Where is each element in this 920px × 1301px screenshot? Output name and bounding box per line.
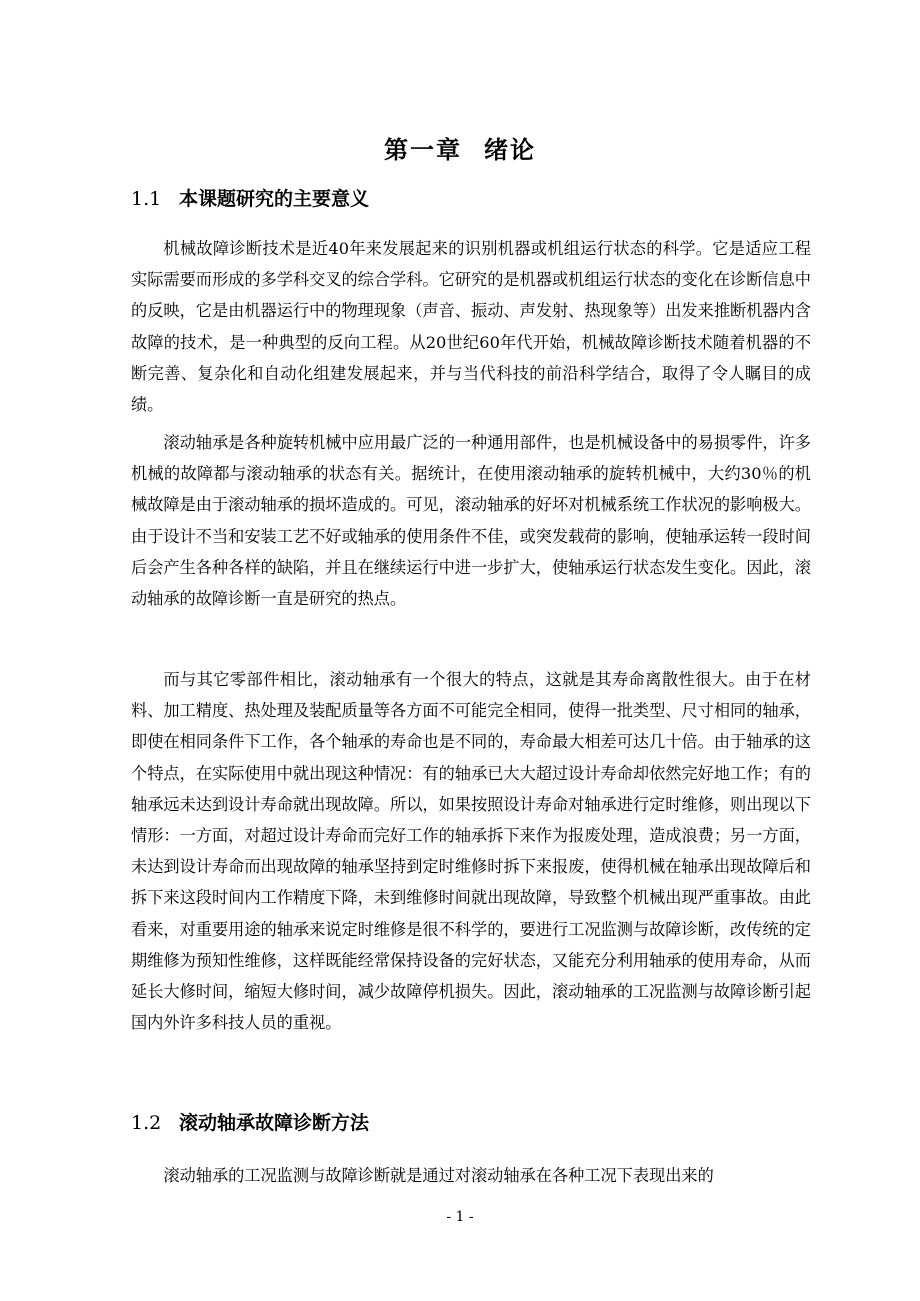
section-number: 1.2 bbox=[131, 1112, 162, 1134]
section-title: 本课题研究的主要意义 bbox=[179, 188, 370, 210]
chapter-number: 第一章 bbox=[384, 136, 462, 164]
section-number: 1.1 bbox=[131, 188, 162, 210]
section-heading-1-2 bbox=[131, 1108, 369, 1138]
chapter-name: 绪论 bbox=[484, 136, 536, 164]
section-heading-1-1 bbox=[131, 184, 369, 214]
page-number: - 1 - bbox=[446, 1209, 474, 1225]
paragraph: 而与其它零部件相比，滚动轴承有一个很大的特点，这就是其寿命离散性很大。由于在材料、加工精度、热处理及装配质量等各方面不可能完全相同，使得一批类型、尺寸相同的轴承，即使在相同条件下工作，各个轴承的寿命也是不同的，寿命最大相差可达几十倍。由于轴承的这个特点，在实际使用中就出现这种情况：有的轴承已大大超过设计寿命却依然完好地工作；有的轴承远未达到设计寿命就出现故障。所以，如果按照设计寿命对轴承进行定时维修，则出现以下情形：一方面，对超过设计寿命而完好工作的轴承拆下来作为报废处理，造成浪费；另一方面，未达到设计寿命而出现故障的轴承坚持到定时维修时拆下来报废，使得机械在轴承出现故障后和拆下来这段时间内工作精度下降，未到维修时间就出现故障，导致整个机械出现严重事故。由此看来，对重要用途的轴承来说定时维修是很不科学的，要进行工况监测与故障诊断，改传统的定期维修为预知性维修，这样既能经常保持设备的完好状态，又能充分利用轴承的使用寿命，从而延长大修时间，缩短大修时间，减少故障停机损失。因此，滚动轴承的工况监测与故障诊断引起国内外许多科技人员的重视。 bbox=[131, 670, 811, 1033]
paragraph: 滚动轴承的工况监测与故障诊断就是通过对滚动轴承在各种工况下表现出来的 bbox=[163, 1166, 714, 1185]
chapter-title bbox=[0, 130, 920, 170]
paragraph: 机械故障诊断技术是近40年来发展起来的识别机器或机组运行状态的科学。它是适应工程实际需要而形成的多学科交叉的综合学科。它研究的是机器或机组运行状态的变化在诊断信息中的反映，它是由机器运行中的物理现象（声音、振动、声发射、热现象等）出发来推断机器内含故障的技术，是一种典型的反向工程。从20世纪60年代开始，机械故障诊断技术随着机器的不断完善、复杂化和自动化组建发展起来，并与当代科技的前沿科学结合，取得了令人瞩目的成绩。 bbox=[131, 239, 811, 415]
section-title: 滚动轴承故障诊断方法 bbox=[179, 1112, 370, 1134]
paragraph: 滚动轴承是各种旋转机械中应用最广泛的一种通用部件，也是机械设备中的易损零件，许多机械的故障都与滚动轴承的状态有关。据统计，在使用滚动轴承的旋转机械中，大约30％的机械故障是由于滚动轴承的损坏造成的。可见，滚动轴承的好坏对机械系统工作状况的影响极大。由于设计不当和安装工艺不好或轴承的使用条件不佳，或突发载荷的影响，使轴承运转一段时间后会产生各种各样的缺陷，并且在继续运行中进一步扩大，使轴承运行状态发生变化。因此，滚动轴承的故障诊断一直是研究的热点。 bbox=[131, 433, 811, 609]
